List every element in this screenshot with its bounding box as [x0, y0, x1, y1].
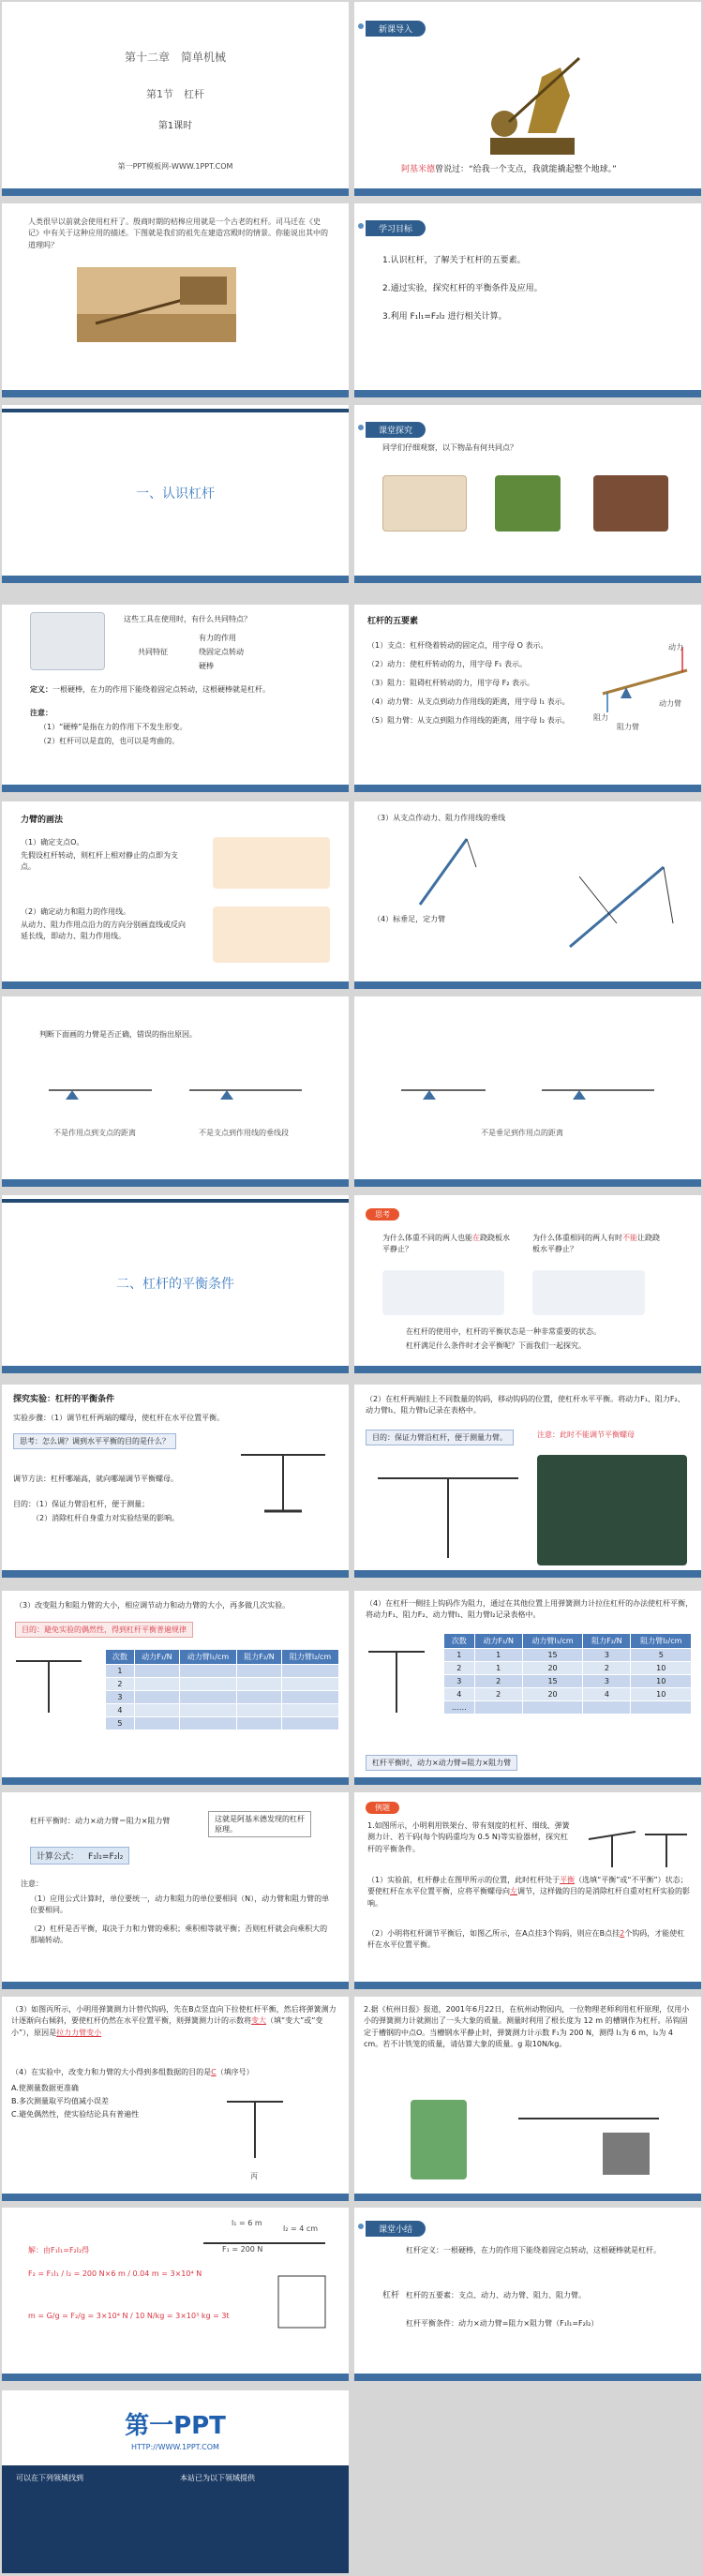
slide-example-3 [354, 1997, 701, 2201]
cell: 1 [444, 1649, 475, 1662]
arm-step-1-desc: 先假设杠杆转动，则杠杆上相对静止的点即为支点。 [21, 851, 178, 872]
slide-experiment-4 [354, 1591, 701, 1785]
th-count: 次数 [106, 1650, 135, 1665]
lever-stand-diagram [236, 1431, 330, 1516]
cell: 2 [474, 1675, 522, 1688]
exp3-lever [11, 1642, 86, 1717]
law-note-1: （1）应用公式计算时，单位要统一，动力和阻力的单位要相同（N），动力臂和阻力臂的单位要相同。 [30, 1895, 330, 1915]
exp4-step: （4）在杠杆一侧挂上钩码作为阻力，通过在其他位置上用弹簧测力计拉住杠杆的办法使杠杆平衡，将动力F₁、阻力F₂、动力臂l₁、阻力臂l₂记录表格中。 [366, 1599, 694, 1620]
arm-step-3: （3）从支点作动力、阻力作用线的垂线 [373, 814, 506, 822]
footer-panel [2, 2465, 349, 2573]
def-text: 一根硬棒，在力的作用下能绕着固定点转动，这根硬棒就是杠杆。 [52, 685, 270, 694]
exp-think: 思考：怎么调？调到水平平衡的目的是什么？ [13, 1433, 176, 1449]
cell: 2 [583, 1662, 631, 1675]
formula: F₁l₁=F₂l₂ [88, 1852, 124, 1862]
exp2-think: 目的：保证力臂沿杠杆，便于测量力臂。 [366, 1430, 514, 1445]
common-question: 这些工具在使用时，有什么共同特点？ [124, 615, 251, 623]
cell: 20 [522, 1688, 582, 1701]
cell [134, 1678, 179, 1691]
cell: 1 [474, 1662, 522, 1675]
element-4: （4）动力臂：从支点到动力作用线的距离，用字母 l₁ 表示。 [367, 697, 570, 706]
th-l1: 动力臂l₁/cm [180, 1650, 237, 1665]
table-row [106, 1717, 339, 1730]
cell: 2 [444, 1662, 475, 1675]
cell [134, 1665, 179, 1678]
dim-l2: l₂ = 4 cm [283, 2224, 319, 2233]
law-note-label: 注意： [21, 1880, 43, 1888]
cell [134, 1704, 179, 1717]
note-1: （1）“硬棒”是指在力的作用下不发生形变。 [39, 723, 187, 731]
ex2-fig-label: 丙 [250, 2172, 258, 2180]
cell: 15 [522, 1675, 582, 1688]
arm-title: 力臂的画法 [21, 816, 64, 825]
chapter-title: 第十二章 简单机械 [124, 51, 226, 64]
arm-step-2: （2）确定动力和阻力的作用线。 [21, 907, 131, 916]
solution-diagram [199, 2234, 330, 2337]
answer-3: 2 [620, 1929, 625, 1938]
judge-question: 判断下面画的力臂是否正确，错误的指出原因。 [39, 1030, 197, 1039]
think-conclusion-2: 杠杆满足什么条件时才会平衡呢？下面我们一起探究。 [406, 1341, 586, 1350]
bottom-bar [2, 2194, 349, 2201]
section-pill: 课堂小结 [366, 2221, 426, 2237]
goal-3: 3.利用 F₁l₁=F₂l₂ 进行相关计算。 [382, 312, 507, 322]
section-title: 第1节 杠杆 [146, 88, 204, 100]
section-2-title: 二、杠杆的平衡条件 [116, 1277, 234, 1292]
slide-example-1 [354, 1792, 701, 1989]
answer-2: 左 [510, 1887, 517, 1896]
example-p3b: 个钩码，才能使杠杆在水平位置平衡。 [367, 1929, 685, 1950]
cell: 3 [583, 1675, 631, 1688]
ex2-answer-2: 拉力力臂变小 [56, 2028, 102, 2037]
bottom-bar [354, 1777, 701, 1785]
seesaw-image-2 [532, 1270, 645, 1315]
five-title: 杠杆的五要素 [367, 617, 419, 626]
slide-definition [2, 605, 349, 792]
bottom-bar [2, 981, 349, 989]
ex2-answer-3: C [211, 2068, 217, 2076]
formula-label: 计算公式： [37, 1852, 80, 1862]
cell [236, 1704, 281, 1717]
statue-image [471, 39, 593, 157]
exp3-table [105, 1649, 339, 1730]
table-row [106, 1704, 339, 1717]
solution-start: 解：由F₁l₁=F₂l₂得 [28, 2246, 90, 2254]
ex2-p1b: （填“变大”或“变小”），原因是 [11, 2016, 323, 2037]
exp3-step: （3）改变阻力和阻力臂的大小，相应调节动力和动力臂的大小，再多做几次实验。 [15, 1601, 291, 1610]
element-1: （1）支点：杠杆绕着转动的固定点，用字母 O 表示。 [367, 641, 548, 650]
common-label: 共同特征 [138, 648, 168, 656]
ex2-opt-c: C.避免偶然性，使实验结论具有普遍性 [11, 2110, 140, 2119]
slide-goals [354, 203, 701, 397]
example-p1: 1.如图所示，小明利用铁架台、带有刻度的杠杆、细线、弹簧测力计、若干码(每个钩码重均为 0.5 N)等实验器材，探究杠杆的平衡条件。 [367, 1821, 570, 1853]
site-link[interactable]: 第一PPT模板网-WWW.1PPT.COM [117, 162, 233, 171]
cell: 10 [631, 1675, 692, 1688]
answer-1: 平衡 [560, 1876, 576, 1884]
bottom-bar [2, 1366, 349, 1373]
cell [282, 1691, 339, 1704]
law-note-2: （2）杠杆是否平衡，取决于力和力臂的乘积；乘积相等就平衡；否则杠杆就会向乘积大的那端转动。 [30, 1925, 328, 1945]
th-l1: 动力臂l₁/cm [522, 1634, 582, 1649]
example-p3: （2）小明将杠杆调节平衡后，如图乙所示，在A点挂3个钩码，则应在B点挂 [367, 1929, 621, 1938]
slide-five-elements [354, 605, 701, 792]
example-badge: 例题 [366, 1802, 399, 1814]
judge-caption-3: 不是垂足到作用点的距离 [481, 1129, 563, 1137]
ex3-text: 2.据《杭州日报》报道，2001年6月22日，在杭州动物园内，一位物理老师利用杠杆原理，仅用小小的弹簧测力计就测出了一头大象的质量。测量时利用了根长度为 12 m 的槽钢作为杠杆。吊钩固定于槽钢的中点O。当槽钢水平静止时，弹簧测力计示数 F₁为 200 N，测得 l₁为 6 m，l₂为 4 cm。若不计铁笼的质量，请估算大象的质量。g 取10N/kg。 [364, 2005, 690, 2049]
cell [134, 1717, 179, 1730]
judge-diagram [39, 1062, 321, 1109]
summary-1: 杠杆定义：一根硬棒，在力的作用下能绕着固定点转动，这根硬棒就是杠杆。 [406, 2246, 661, 2254]
section-1-title: 一、认识杠杆 [136, 487, 215, 502]
label-effort-arm: 动力臂 [659, 699, 681, 708]
think-conclusion-1: 在杠杆的使用中，杠杆的平衡状态是一种非常重要的状态。 [406, 1327, 601, 1336]
cell: 2 [106, 1678, 135, 1691]
pliers-photo [593, 475, 668, 532]
cell: 5 [631, 1649, 692, 1662]
bottom-bar [2, 576, 349, 583]
feature-3: 硬棒 [199, 662, 214, 670]
example-p2b: （选填“平衡”或“不平衡”）状态；要使杠杆在水平位置平衡，应将平衡螺母向 [367, 1876, 688, 1896]
slide-experiment-3 [2, 1591, 349, 1785]
cell: 1 [474, 1649, 522, 1662]
q2-text: 为什么体重相同的两人有时 [532, 1234, 622, 1242]
bottom-bar [354, 1570, 701, 1578]
example-p2: （1）实验前，杠杆静止在图甲所示的位置，此时杠杆处于 [367, 1876, 561, 1884]
q2-tail: 让跷跷板水平静止？ [532, 1234, 660, 1254]
table-row [444, 1662, 692, 1675]
th-f2: 阻力F₂/N [236, 1650, 281, 1665]
exp4-table [443, 1633, 692, 1715]
q1-tail: 跷跷板水平静止？ [382, 1234, 510, 1254]
solution-line-2: m = G/g = F₂/g = 3×10⁴ N / 10 N/kg = 3×10³ kg = 3t [28, 2312, 230, 2320]
bottom-bar [354, 188, 701, 196]
slide-example-2 [2, 1997, 349, 2201]
crowbar-diagram-1 [213, 837, 330, 889]
tools-image [30, 612, 105, 670]
cell: 2 [474, 1688, 522, 1701]
cell [180, 1717, 237, 1730]
cell: 4 [106, 1704, 135, 1717]
seesaw-image-1 [382, 1270, 504, 1315]
cell [134, 1691, 179, 1704]
bottom-bar [2, 1179, 349, 1187]
exp-method: 调节方法：杠杆哪端高，就向哪端调节平衡螺母。 [13, 1475, 178, 1483]
exp3-purpose: 目的：避免实验的偶然性，得到杠杆平衡普遍规律 [15, 1622, 193, 1638]
top-bar [2, 409, 349, 412]
bottom-bar [2, 785, 349, 792]
table-row [444, 1649, 692, 1662]
cell: 15 [522, 1649, 582, 1662]
feature-2: 绕固定点转动 [199, 648, 244, 656]
footer-col-1: 可以在下列领域找到 [16, 2474, 83, 2482]
feature-1: 有力的作用 [199, 634, 236, 642]
bottom-bar [2, 390, 349, 397]
cell [474, 1701, 522, 1715]
solution-line-1: F₂ = F₁l₁ / l₂ = 200 N×6 m / 0.04 m = 3×10⁴ N [28, 2269, 202, 2278]
ex2-answer-1: 变大 [251, 2016, 266, 2026]
summary-2: 杠杆的五要素：支点、动力、动力臂、阻力、阻力臂。 [406, 2291, 586, 2299]
cell: 3 [106, 1691, 135, 1704]
cell: 10 [631, 1662, 692, 1675]
cell [236, 1717, 281, 1730]
crowbar-diagram-2 [213, 906, 330, 963]
goal-1: 1.认识杠杆，了解关于杠杆的五要素。 [382, 256, 526, 265]
exp4-conclusion: 杠杆平衡时，动力×动力臂=阻力×阻力臂 [366, 1755, 517, 1771]
th-count: 次数 [444, 1634, 475, 1649]
example-p2c: 调节，这样做的目的是消除杠杆自重对杠杆实验的影响。 [367, 1887, 690, 1908]
quote-text: 曾说过：“给我一个支点，我就能撬起整个地球。” [435, 165, 617, 174]
cell: 4 [444, 1688, 475, 1701]
cell [236, 1665, 281, 1678]
bottom-bar [2, 1570, 349, 1578]
section-pill: 新课导入 [366, 21, 426, 37]
footer-logo: 第一PPT [125, 2412, 226, 2440]
slide-solution [2, 2208, 349, 2381]
cell [583, 1701, 631, 1715]
goal-2: 2.通过实验，探究杠杆的平衡条件及应用。 [382, 284, 543, 293]
think-badge: 思考 [366, 1208, 399, 1221]
cell: 4 [583, 1688, 631, 1701]
judge-caption-1: 不是作用点到支点的距离 [53, 1129, 136, 1137]
scissors-photo [495, 475, 561, 532]
th-f1: 动力F₁/N [474, 1634, 522, 1649]
exp2-apparatus [368, 1455, 528, 1563]
table-row [106, 1665, 339, 1678]
cell: …… [444, 1701, 475, 1715]
cell [180, 1678, 237, 1691]
cell [236, 1678, 281, 1691]
bottom-bar [2, 2374, 349, 2381]
slide-experiment-1 [2, 1385, 349, 1578]
ex2-opt-b: B.多次测量取平均值减小误差 [11, 2097, 110, 2105]
exp-purpose-2: （2）消除杠杆自身重力对实验结果的影响。 [32, 1514, 180, 1522]
table-row [444, 1688, 692, 1701]
bottom-bar [354, 390, 701, 397]
arm-diagram-1 [411, 830, 486, 914]
arm-diagram-2 [561, 858, 682, 961]
slide-intro [354, 2, 701, 196]
explore-question: 同学们仔细观察，以下物品有何共同点？ [382, 443, 517, 452]
arm-step-1: （1）确定支点O。 [21, 838, 84, 846]
history-text: 人类很早以前就会使用杠杆了。殷商时期的桔槔应用就是一个古老的杠杆。司马迁在《史记》中有关于这种应用的描述。下图就是我们的祖先在建造宫殿时的情景。你能说出其中的道理吗？ [28, 217, 328, 249]
footer-col-2: 本站已为以下领域提供 [180, 2474, 255, 2482]
slide-judge-1 [2, 996, 349, 1187]
cell: 5 [106, 1717, 135, 1730]
ex2-opt-a: A.使测量数据更准确 [11, 2084, 79, 2092]
judge-caption-2: 不是支点到作用线的垂线段 [199, 1129, 289, 1137]
slide-law [2, 1792, 349, 1989]
section-pill: 课堂探究 [366, 422, 426, 438]
cell [282, 1665, 339, 1678]
arm-step-2-desc: 从动力、阻力作用点沿力的方向分别画直线或反向延长线，即动力、阻力作用线。 [21, 921, 186, 941]
cell [282, 1717, 339, 1730]
label-load-arm: 阻力臂 [617, 723, 639, 731]
summary-side: 杠杆 [382, 2291, 400, 2300]
element-5: （5）阻力臂：从支点到阻力作用线的距离，用字母 l₂ 表示。 [367, 716, 570, 725]
element-2: （2）动力：使杠杆转动的力，用字母 F₁ 表示。 [367, 660, 527, 668]
cell [236, 1691, 281, 1704]
arm-step-4: （4）标垂足，定力臂 [373, 915, 446, 923]
table-row [444, 1701, 692, 1715]
ex2-p2: （4）在实验中，改变力和力臂的大小得到多组数据的目的是 [11, 2068, 212, 2076]
law-box: 这就是阿基米德发现的杠杆原理。 [208, 1811, 311, 1837]
dim-l1: l₁ = 6 m [232, 2219, 262, 2227]
cell: 20 [522, 1662, 582, 1675]
palace-construction-image [77, 267, 236, 342]
slide-judge-2 [354, 996, 701, 1187]
table-row [106, 1691, 339, 1704]
th-l2: 阻力臂l₂/cm [631, 1634, 692, 1649]
slide-summary [354, 2208, 701, 2381]
th-f1: 动力F₁/N [134, 1650, 179, 1665]
cell: 3 [583, 1649, 631, 1662]
def-label: 定义： [30, 685, 52, 694]
exp2-step: （2）在杠杆两端挂上不同数量的钩码，移动钩码的位置，使杠杆水平平衡。将动力F₁、阻力F₂、动力臂l₁、阻力臂l₂记录在表格中。 [366, 1395, 685, 1415]
ex2-p2b: （填序号） [216, 2068, 254, 2076]
bottom-bar [354, 1179, 701, 1187]
slide-think [354, 1195, 701, 1373]
cell: 1 [106, 1665, 135, 1678]
bottom-bar [354, 2194, 701, 2201]
law-text: 杠杆平衡时：动力×动力臂＝阻力×阻力臂 [30, 1817, 171, 1825]
teacher-photo [537, 1455, 687, 1565]
cell [180, 1691, 237, 1704]
dim-f1: F₁ = 200 N [222, 2245, 263, 2254]
bottom-bar [354, 2374, 701, 2381]
exp2-note: 注意：此时不能调节平衡螺母 [537, 1430, 635, 1439]
exp4-lever [364, 1633, 429, 1717]
slide-experiment-2 [354, 1385, 701, 1578]
lever-photo-1 [382, 475, 467, 532]
slide-section-2 [2, 1195, 349, 1373]
judge-diagram-2 [392, 1053, 673, 1109]
bottom-bar [354, 1982, 701, 1989]
slide-arm-method-2 [354, 801, 701, 989]
q1-text: 为什么体重不同的两人也能 [382, 1234, 472, 1242]
ex2-figure [222, 2083, 288, 2167]
exp-title: 探究实验：杠杆的平衡条件 [13, 1395, 115, 1404]
th-f2: 阻力F₂/N [583, 1634, 631, 1649]
label-load: 阻力 [593, 713, 608, 722]
table-row [444, 1675, 692, 1688]
slide-arm-method [2, 801, 349, 989]
bottom-bar [354, 1366, 701, 1373]
note-label: 注意： [30, 709, 52, 717]
bottom-bar [354, 785, 701, 792]
elephant-diagram [514, 2100, 664, 2184]
cell [282, 1678, 339, 1691]
cell [180, 1665, 237, 1678]
label-effort: 动力 [668, 643, 683, 651]
top-bar [2, 1199, 349, 1203]
ex2-p1: （3）如图丙所示，小明用弹簧测力计替代钩码，先在B点竖直向下拉使杠杆平衡，然后将弹簧测力计逐渐向右倾斜，要使杠杆仍然在水平位置平衡，则弹簧测力计的示数将 [11, 2005, 337, 2026]
elephant-photo [411, 2100, 467, 2179]
slide-section-1 [2, 405, 349, 583]
slide-footer [2, 2390, 349, 2573]
example-lever-figures [584, 1820, 692, 1872]
cell: 10 [631, 1688, 692, 1701]
cell [180, 1704, 237, 1717]
bottom-bar [2, 1777, 349, 1785]
note-2: （2）杠杆可以是直的，也可以是弯曲的。 [39, 737, 180, 745]
slide-history [2, 203, 349, 397]
slide-title [2, 2, 349, 196]
summary-3: 杠杆平衡条件：动力×动力臂=阻力×阻力臂（F₁l₁=F₂l₂） [406, 2319, 599, 2328]
exp-purpose-1: 目的：（1）保证力臂沿杠杆，便于测量； [13, 1500, 150, 1508]
q2-red: 不能 [622, 1234, 637, 1242]
slide-explore [354, 405, 701, 583]
cell: 3 [444, 1675, 475, 1688]
cell [631, 1701, 692, 1715]
bottom-bar [354, 981, 701, 989]
section-pill: 学习目标 [366, 220, 426, 236]
bottom-bar [354, 576, 701, 583]
exp-prep: 实验步骤：（1）调节杠杆两端的螺母，使杠杆在水平位置平衡。 [13, 1414, 225, 1422]
bottom-bar [2, 1982, 349, 1989]
q1-red: 在 [472, 1234, 480, 1242]
table-row [106, 1678, 339, 1691]
cell [282, 1704, 339, 1717]
footer-url[interactable]: HTTP://WWW.1PPT.COM [131, 2443, 219, 2451]
quote-name: 阿基米德 [401, 165, 436, 174]
th-l2: 阻力臂l₂/cm [282, 1650, 339, 1665]
bottom-bar [2, 188, 349, 196]
cell [522, 1701, 582, 1715]
lesson-title: 第1课时 [157, 121, 193, 131]
element-3: （3）阻力：阻碍杠杆转动的力，用字母 F₂ 表示。 [367, 679, 534, 687]
